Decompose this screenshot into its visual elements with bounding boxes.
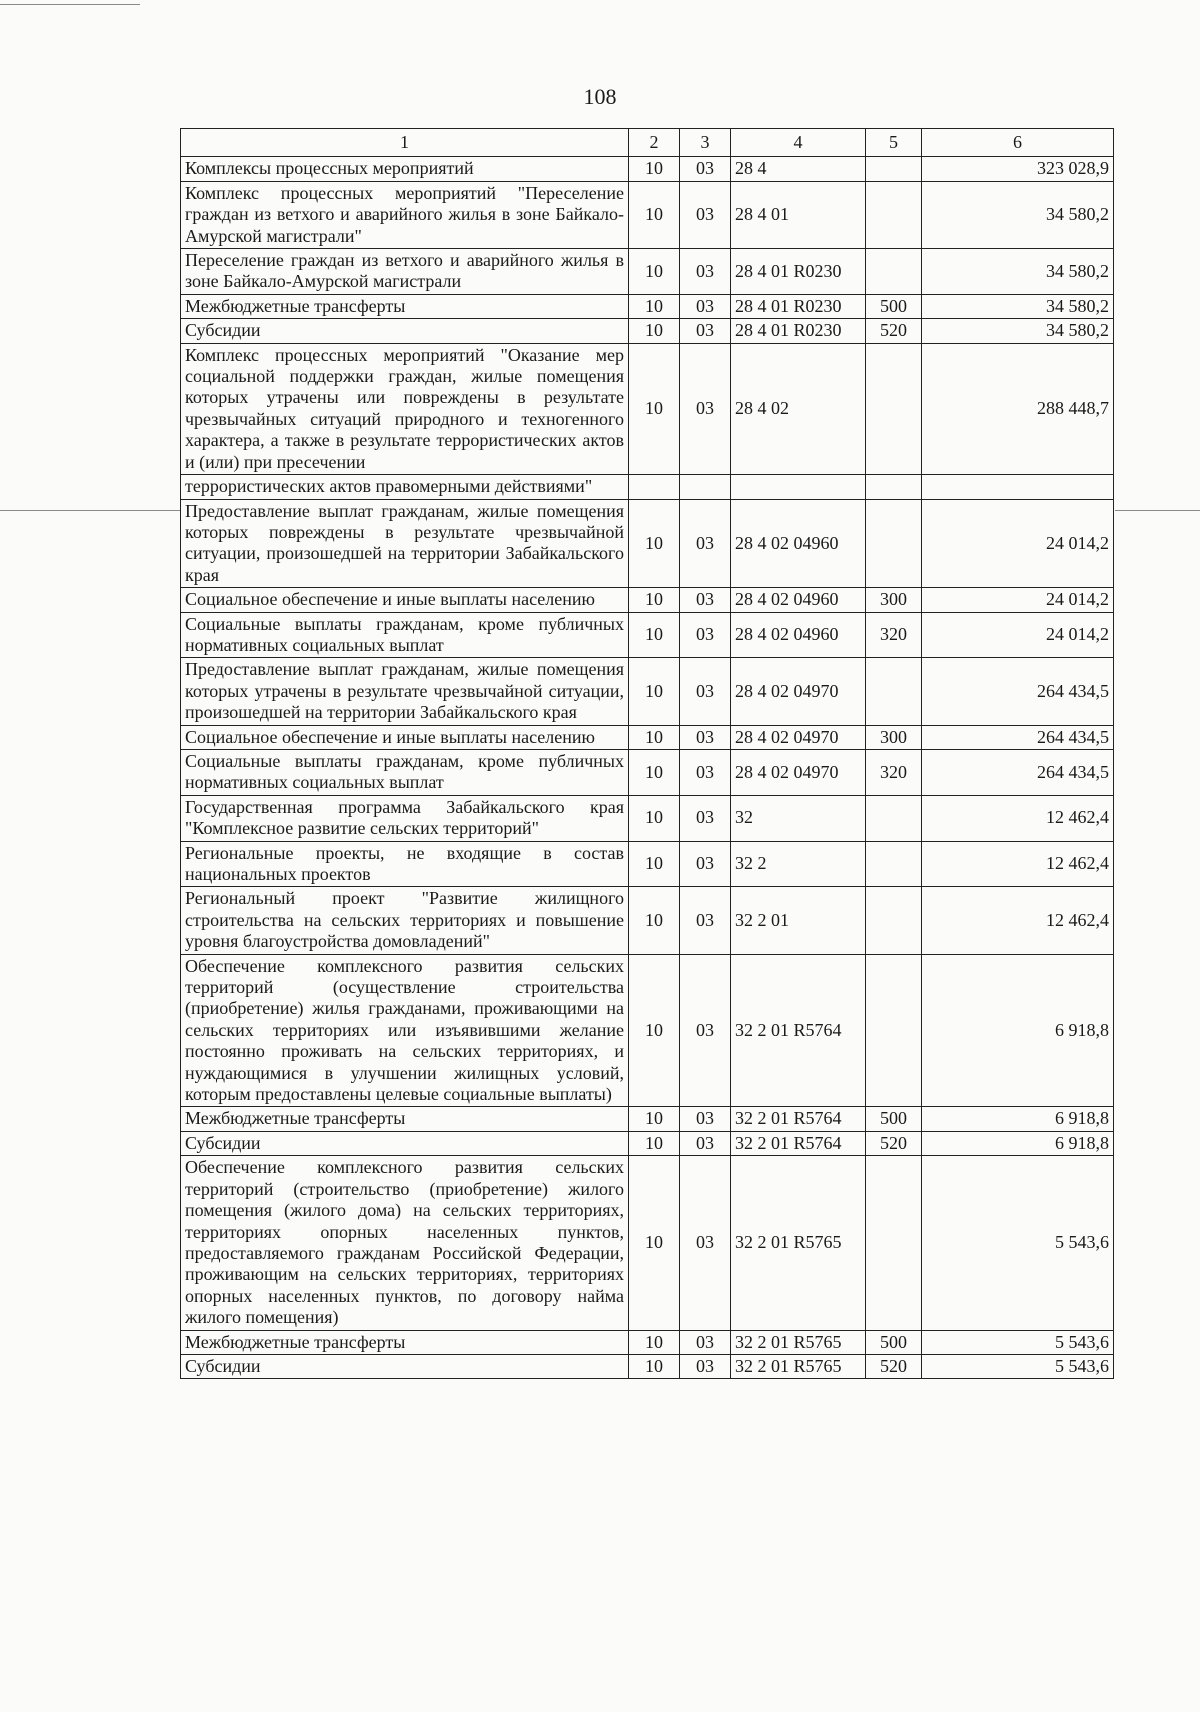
- section-code: 10: [629, 157, 680, 181]
- section-code: 10: [629, 749, 680, 795]
- item-name: Обеспечение комплексного развития сельских территорий (осуществление строительства (приобретение) жилья гражданами, проживающими на сельских территориях или изъявившими желание постоянно проживать на сельских территориях, и нуждающимися в улучшении жилищных условий, которым предоставлены целевые социальные выплаты): [181, 954, 629, 1107]
- section-code: 10: [629, 499, 680, 588]
- target-article-code: 32 2 01 R5764: [731, 1107, 866, 1131]
- expense-type-code: 520: [866, 1354, 922, 1378]
- expense-type-code: 500: [866, 1330, 922, 1354]
- amount: 5 543,6: [922, 1156, 1114, 1330]
- item-name: Предоставление выплат гражданам, жилые помещения которых утрачены в результате чрезвычайной ситуации, произошедшей на территории Забайкальского края: [181, 658, 629, 725]
- amount: 264 434,5: [922, 749, 1114, 795]
- table-row: [181, 475, 1114, 499]
- amount: 5 543,6: [922, 1330, 1114, 1354]
- target-article-code: 28 4 02 04970: [731, 658, 866, 725]
- expense-type-code: [866, 499, 922, 588]
- amount: 24 014,2: [922, 588, 1114, 612]
- item-name: Предоставление выплат гражданам, жилые помещения которых повреждены в результате чрезвычайной ситуации, произошедшей на территории Забайкальского края: [181, 499, 629, 588]
- amount: 264 434,5: [922, 658, 1114, 725]
- table-row: [181, 1330, 1114, 1354]
- subsection-code: 03: [680, 795, 731, 841]
- section-code: 10: [629, 181, 680, 248]
- column-header: 5: [866, 129, 922, 157]
- amount: 6 918,8: [922, 1131, 1114, 1155]
- item-name: Межбюджетные трансферты: [181, 1107, 629, 1131]
- target-article-code: 28 4 01 R0230: [731, 294, 866, 318]
- subsection-code: 03: [680, 1107, 731, 1131]
- section-code: 10: [629, 1354, 680, 1378]
- target-article-code: 32 2 01 R5765: [731, 1330, 866, 1354]
- table-header-row: [181, 129, 1114, 157]
- section-code: 10: [629, 1131, 680, 1155]
- target-article-code: 32 2 01 R5764: [731, 954, 866, 1107]
- expense-type-code: [866, 1156, 922, 1330]
- column-header: 1: [181, 129, 629, 157]
- subsection-code: 03: [680, 157, 731, 181]
- table-row: [181, 294, 1114, 318]
- expense-type-code: 500: [866, 1107, 922, 1131]
- table-row: [181, 343, 1114, 474]
- expense-type-code: 300: [866, 588, 922, 612]
- table-row: [181, 749, 1114, 795]
- subsection-code: 03: [680, 294, 731, 318]
- item-name: Комплексы процессных мероприятий: [181, 157, 629, 181]
- item-name: Социальные выплаты гражданам, кроме публичных нормативных социальных выплат: [181, 749, 629, 795]
- target-article-code: 32: [731, 795, 866, 841]
- amount: 288 448,7: [922, 343, 1114, 474]
- target-article-code: 32 2 01 R5764: [731, 1131, 866, 1155]
- target-article-code: 28 4 01 R0230: [731, 319, 866, 343]
- amount: 34 580,2: [922, 319, 1114, 343]
- section-code: 10: [629, 1156, 680, 1330]
- section-code: 10: [629, 658, 680, 725]
- item-name: Комплекс процессных мероприятий "Переселение граждан из ветхого и аварийного жилья в зоне Байкало-Амурской магистрали": [181, 181, 629, 248]
- target-article-code: 28 4 02 04970: [731, 749, 866, 795]
- table-row: [181, 954, 1114, 1107]
- scan-artifact-line: [1115, 510, 1200, 511]
- section-code: 10: [629, 1330, 680, 1354]
- item-name: Государственная программа Забайкальского края "Комплексное развитие сельских территорий": [181, 795, 629, 841]
- column-header: 6: [922, 129, 1114, 157]
- target-article-code: [731, 475, 866, 499]
- item-name: Субсидии: [181, 319, 629, 343]
- target-article-code: 32 2 01 R5765: [731, 1354, 866, 1378]
- item-name: Обеспечение комплексного развития сельских территорий (строительство (приобретение) жилого помещения (жилого дома) на сельских территориях, территориях опорных населенных пунктов, предоставляемого гражданам Российской Федерации, проживающим на сельских территориях, территориях опорных населенных пунктов, по договору найма жилого помещения): [181, 1156, 629, 1330]
- table-row: [181, 181, 1114, 248]
- subsection-code: 03: [680, 749, 731, 795]
- item-name: Переселение граждан из ветхого и аварийного жилья в зоне Байкало-Амурской магистрали: [181, 249, 629, 295]
- section-code: 10: [629, 612, 680, 658]
- section-code: 10: [629, 249, 680, 295]
- subsection-code: 03: [680, 181, 731, 248]
- table-row: [181, 612, 1114, 658]
- table-row: [181, 725, 1114, 749]
- section-code: 10: [629, 588, 680, 612]
- subsection-code: 03: [680, 725, 731, 749]
- section-code: 10: [629, 795, 680, 841]
- expense-type-code: [866, 157, 922, 181]
- subsection-code: 03: [680, 1354, 731, 1378]
- page-number: 108: [583, 84, 617, 109]
- section-code: 10: [629, 725, 680, 749]
- subsection-code: [680, 475, 731, 499]
- expense-type-code: [866, 249, 922, 295]
- table-row: [181, 499, 1114, 588]
- amount: 6 918,8: [922, 954, 1114, 1107]
- item-name: Межбюджетные трансферты: [181, 294, 629, 318]
- subsection-code: 03: [680, 612, 731, 658]
- expense-type-code: [866, 343, 922, 474]
- item-name: террористических актов правомерными действиями": [181, 475, 629, 499]
- column-header: 2: [629, 129, 680, 157]
- amount: 12 462,4: [922, 795, 1114, 841]
- expense-type-code: 520: [866, 1131, 922, 1155]
- section-code: 10: [629, 1107, 680, 1131]
- item-name: Социальное обеспечение и иные выплаты населению: [181, 588, 629, 612]
- target-article-code: 28 4: [731, 157, 866, 181]
- amount: 34 580,2: [922, 249, 1114, 295]
- expense-type-code: 500: [866, 294, 922, 318]
- table-row: [181, 887, 1114, 954]
- section-code: 10: [629, 841, 680, 887]
- scan-artifact-line: [0, 510, 180, 511]
- table-row: [181, 795, 1114, 841]
- subsection-code: 03: [680, 658, 731, 725]
- table-row: [181, 1156, 1114, 1330]
- section-code: 10: [629, 294, 680, 318]
- subsection-code: 03: [680, 249, 731, 295]
- amount: [922, 475, 1114, 499]
- table-row: [181, 841, 1114, 887]
- target-article-code: 28 4 01: [731, 181, 866, 248]
- target-article-code: 28 4 02 04960: [731, 588, 866, 612]
- target-article-code: 32 2 01: [731, 887, 866, 954]
- section-code: 10: [629, 954, 680, 1107]
- expense-type-code: 520: [866, 319, 922, 343]
- table-row: [181, 1131, 1114, 1155]
- subsection-code: 03: [680, 343, 731, 474]
- table-row: [181, 588, 1114, 612]
- amount: 12 462,4: [922, 887, 1114, 954]
- target-article-code: 32 2: [731, 841, 866, 887]
- amount: 12 462,4: [922, 841, 1114, 887]
- item-name: Региональный проект "Развитие жилищного строительства на сельских территориях и повышение уровня благоустройства домовладений": [181, 887, 629, 954]
- expense-type-code: [866, 181, 922, 248]
- subsection-code: 03: [680, 1330, 731, 1354]
- target-article-code: 28 4 02 04960: [731, 499, 866, 588]
- table-row: [181, 1107, 1114, 1131]
- section-code: 10: [629, 319, 680, 343]
- table-row: [181, 319, 1114, 343]
- column-header: 4: [731, 129, 866, 157]
- section-code: 10: [629, 887, 680, 954]
- target-article-code: 28 4 01 R0230: [731, 249, 866, 295]
- subsection-code: 03: [680, 841, 731, 887]
- budget-table: [180, 128, 1114, 1379]
- subsection-code: 03: [680, 319, 731, 343]
- section-code: [629, 475, 680, 499]
- expense-type-code: [866, 887, 922, 954]
- amount: 34 580,2: [922, 294, 1114, 318]
- expense-type-code: 320: [866, 612, 922, 658]
- expense-type-code: [866, 475, 922, 499]
- subsection-code: 03: [680, 1131, 731, 1155]
- item-name: Межбюджетные трансферты: [181, 1330, 629, 1354]
- expense-type-code: 300: [866, 725, 922, 749]
- item-name: Социальное обеспечение и иные выплаты населению: [181, 725, 629, 749]
- target-article-code: 28 4 02 04960: [731, 612, 866, 658]
- subsection-code: 03: [680, 499, 731, 588]
- expense-type-code: 320: [866, 749, 922, 795]
- expense-type-code: [866, 795, 922, 841]
- item-name: Субсидии: [181, 1131, 629, 1155]
- amount: 24 014,2: [922, 499, 1114, 588]
- expense-type-code: [866, 841, 922, 887]
- amount: 323 028,9: [922, 157, 1114, 181]
- table-row: [181, 249, 1114, 295]
- subsection-code: 03: [680, 954, 731, 1107]
- expense-type-code: [866, 954, 922, 1107]
- table-row: [181, 658, 1114, 725]
- subsection-code: 03: [680, 588, 731, 612]
- item-name: Комплекс процессных мероприятий "Оказание мер социальной поддержки граждан, жилые помещения которых утрачены или повреждены в результате чрезвычайных ситуаций природного и техногенного характера, а также в результате террористических актов и (или) при пресечении: [181, 343, 629, 474]
- table-row: [181, 157, 1114, 181]
- subsection-code: 03: [680, 887, 731, 954]
- expense-type-code: [866, 658, 922, 725]
- amount: 34 580,2: [922, 181, 1114, 248]
- item-name: Социальные выплаты гражданам, кроме публичных нормативных социальных выплат: [181, 612, 629, 658]
- amount: 264 434,5: [922, 725, 1114, 749]
- section-code: 10: [629, 343, 680, 474]
- subsection-code: 03: [680, 1156, 731, 1330]
- item-name: Региональные проекты, не входящие в состав национальных проектов: [181, 841, 629, 887]
- amount: 6 918,8: [922, 1107, 1114, 1131]
- scan-artifact-line: [0, 4, 140, 5]
- target-article-code: 28 4 02: [731, 343, 866, 474]
- table-row: [181, 1354, 1114, 1378]
- amount: 5 543,6: [922, 1354, 1114, 1378]
- column-header: 3: [680, 129, 731, 157]
- target-article-code: 28 4 02 04970: [731, 725, 866, 749]
- item-name: Субсидии: [181, 1354, 629, 1378]
- amount: 24 014,2: [922, 612, 1114, 658]
- target-article-code: 32 2 01 R5765: [731, 1156, 866, 1330]
